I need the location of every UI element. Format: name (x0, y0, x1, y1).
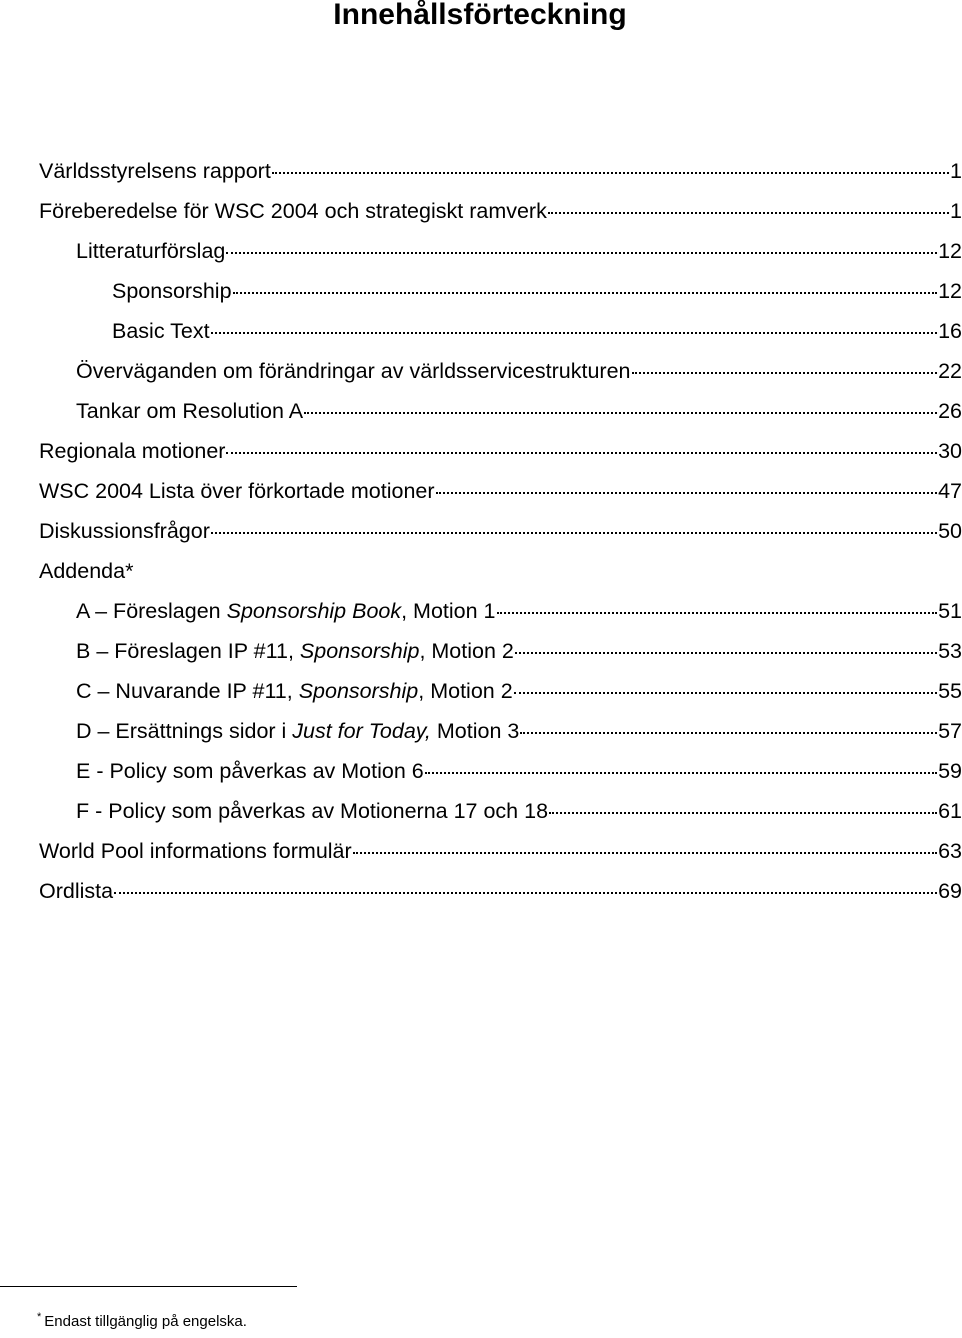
dot-leader (272, 172, 949, 174)
toc-entry-page: 69 (938, 879, 962, 903)
toc-entry[interactable] (76, 638, 962, 664)
toc-entry[interactable] (39, 558, 962, 584)
toc-entry-label: Diskussionsfrågor (39, 519, 210, 543)
footnote (37, 1312, 247, 1333)
dot-leader (515, 652, 937, 654)
footnote-separator (0, 1286, 297, 1287)
toc-entry-page: 55 (938, 679, 962, 703)
toc-entry-label: Överväganden om förändringar av världsservicestrukturen (76, 359, 631, 383)
toc-entry[interactable] (39, 198, 962, 224)
toc-entry-label: World Pool informations formulär (39, 839, 352, 863)
dot-leader (211, 532, 937, 534)
toc-entry-label: Addenda* (39, 559, 134, 583)
toc-entry[interactable] (39, 438, 962, 464)
toc-entry-label: Tankar om Resolution A (76, 399, 304, 423)
toc-entry[interactable] (76, 358, 962, 384)
toc-entry-label: E - Policy som påverkas av Motion 6 (76, 759, 424, 783)
dot-leader (233, 292, 938, 294)
footnote-mark: * (37, 1311, 42, 1323)
dot-leader (114, 892, 937, 894)
dot-leader (226, 452, 937, 454)
toc-entry-page: 30 (938, 439, 962, 463)
toc-entry-page: 1 (950, 159, 962, 183)
dot-leader (425, 772, 937, 774)
dot-leader (632, 372, 938, 374)
toc-entry-label: B – Föreslagen IP #11, Sponsorship, Motion 2 (76, 639, 514, 663)
toc-entry[interactable] (39, 158, 962, 184)
dot-leader (548, 212, 949, 214)
toc-entry-page: 16 (938, 319, 962, 343)
toc-entry-label: F - Policy som påverkas av Motionerna 17 och 18 (76, 799, 549, 823)
toc-entry[interactable] (76, 718, 962, 744)
toc-entry-label: Basic Text (112, 319, 210, 343)
toc-entry-page: 53 (938, 639, 962, 663)
dot-leader (514, 692, 937, 694)
toc-entry[interactable] (76, 678, 962, 704)
toc-entry-label: WSC 2004 Lista över förkortade motioner (39, 479, 435, 503)
toc-entry-page: 57 (938, 719, 962, 743)
toc-entry-page: 47 (938, 479, 962, 503)
toc-entry-label: Världsstyrelsens rapport (39, 159, 271, 183)
toc-entry-page: 22 (938, 359, 962, 383)
toc-entry[interactable] (76, 758, 962, 784)
toc-entry[interactable] (39, 838, 962, 864)
dot-leader (211, 332, 937, 334)
dot-leader (549, 812, 937, 814)
dot-leader (520, 732, 937, 734)
dot-leader (497, 612, 938, 614)
toc-entry-label: Ordlista (39, 879, 114, 903)
toc-entry[interactable] (76, 398, 962, 424)
toc-entry[interactable] (76, 598, 962, 624)
toc-entry-page: 59 (938, 759, 962, 783)
toc-entry[interactable] (76, 798, 962, 824)
toc-entry-label: D – Ersättnings sidor i Just for Today, Motion 3 (76, 719, 520, 743)
toc-entry-label: Litteraturförslag (76, 239, 226, 263)
toc-entry[interactable] (112, 278, 962, 304)
toc-entry-page: 51 (938, 599, 962, 623)
toc-entry-page: 12 (938, 279, 962, 303)
toc-entry[interactable] (39, 518, 962, 544)
dot-leader (353, 852, 937, 854)
toc-entry[interactable] (39, 878, 962, 904)
toc-entry[interactable] (112, 318, 962, 344)
toc-entry-page: 63 (938, 839, 962, 863)
footnote-text: Endast tillgänglig på engelska. (44, 1313, 247, 1330)
toc-entry-label: A – Föreslagen Sponsorship Book, Motion 1 (76, 599, 496, 623)
toc-entry[interactable] (39, 478, 962, 504)
dot-leader (436, 492, 938, 494)
dot-leader (226, 252, 937, 254)
toc-entry-page: 1 (950, 199, 962, 223)
dot-leader (304, 412, 937, 414)
toc-entry[interactable] (76, 238, 962, 264)
toc-entry-label: Föreberedelse för WSC 2004 och strategiskt ramverk (39, 199, 547, 223)
toc-entry-label: C – Nuvarande IP #11, Sponsorship, Motion 2 (76, 679, 513, 703)
toc-entry-page: 26 (938, 399, 962, 423)
page-title: Innehållsförteckning (333, 0, 627, 31)
toc-entry-page: 61 (938, 799, 962, 823)
toc-entry-page: 12 (938, 239, 962, 263)
toc-entry-label: Sponsorship (112, 279, 232, 303)
toc-entry-label: Regionala motioner (39, 439, 226, 463)
toc-entry-page: 50 (938, 519, 962, 543)
